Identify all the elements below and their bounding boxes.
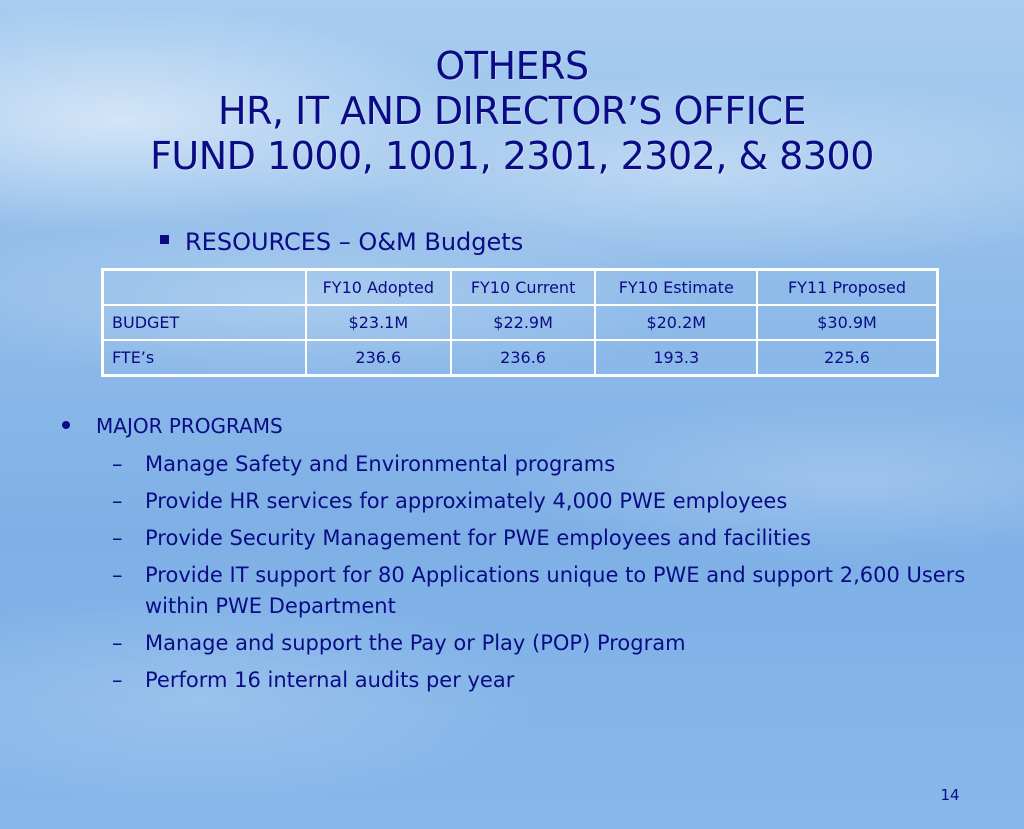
table-cell: 193.3 — [595, 340, 757, 376]
list-item — [112, 560, 992, 622]
title-line-2: HR, IT AND DIRECTOR’S OFFICE — [218, 89, 806, 133]
slide-title — [0, 44, 1024, 179]
table-cell: $20.2M — [595, 305, 757, 340]
major-programs-heading — [62, 414, 283, 438]
dash-bullet: – — [112, 526, 123, 550]
budget-table — [101, 268, 939, 377]
list-item — [112, 665, 992, 696]
row-label: BUDGET — [103, 305, 306, 340]
list-item-text: Provide HR services for approximately 4,000 PWE employees — [145, 489, 788, 513]
row-label: FTE’s — [103, 340, 306, 376]
table-header-cell: FY10 Adopted — [306, 270, 451, 306]
round-bullet-icon — [62, 421, 70, 429]
table-cell: 236.6 — [451, 340, 596, 376]
list-item — [112, 628, 992, 659]
list-item-text: Manage Safety and Environmental programs — [145, 452, 616, 476]
list-item-text: Manage and support the Pay or Play (POP) Program — [145, 631, 686, 655]
list-item — [112, 486, 992, 517]
table-header-cell: FY10 Estimate — [595, 270, 757, 306]
table-cell: 236.6 — [306, 340, 451, 376]
dash-bullet: – — [112, 668, 123, 692]
dash-bullet: – — [112, 452, 123, 476]
table-header-cell: FY11 Proposed — [757, 270, 937, 306]
list-item-text: Perform 16 internal audits per year — [145, 668, 515, 692]
table-cell: $22.9M — [451, 305, 596, 340]
resources-heading — [160, 228, 523, 256]
list-item-text: Provide IT support for 80 Applications unique to PWE and support 2,600 Users within PWE Department — [145, 563, 966, 618]
table-row — [103, 340, 938, 376]
list-item-text: Provide Security Management for PWE employees and facilities — [145, 526, 812, 550]
list-item — [112, 523, 992, 554]
title-line-3: FUND 1000, 1001, 2301, 2302, & 8300 — [150, 134, 874, 178]
major-programs-label: MAJOR PROGRAMS — [96, 414, 283, 438]
table-cell: $23.1M — [306, 305, 451, 340]
dash-bullet: – — [112, 631, 123, 655]
dash-bullet: – — [112, 563, 123, 587]
slide-number: 14 — [940, 786, 960, 804]
table-cell: 225.6 — [757, 340, 937, 376]
title-line-1: OTHERS — [435, 44, 589, 88]
resources-label: RESOURCES – O&M Budgets — [185, 228, 524, 256]
square-bullet-icon — [160, 235, 169, 244]
programs-list — [112, 449, 992, 702]
table-header-row — [103, 270, 938, 306]
table-header-cell: FY10 Current — [451, 270, 596, 306]
table-row — [103, 305, 938, 340]
table-header-cell — [103, 270, 306, 306]
table-cell: $30.9M — [757, 305, 937, 340]
dash-bullet: – — [112, 489, 123, 513]
list-item — [112, 449, 992, 480]
